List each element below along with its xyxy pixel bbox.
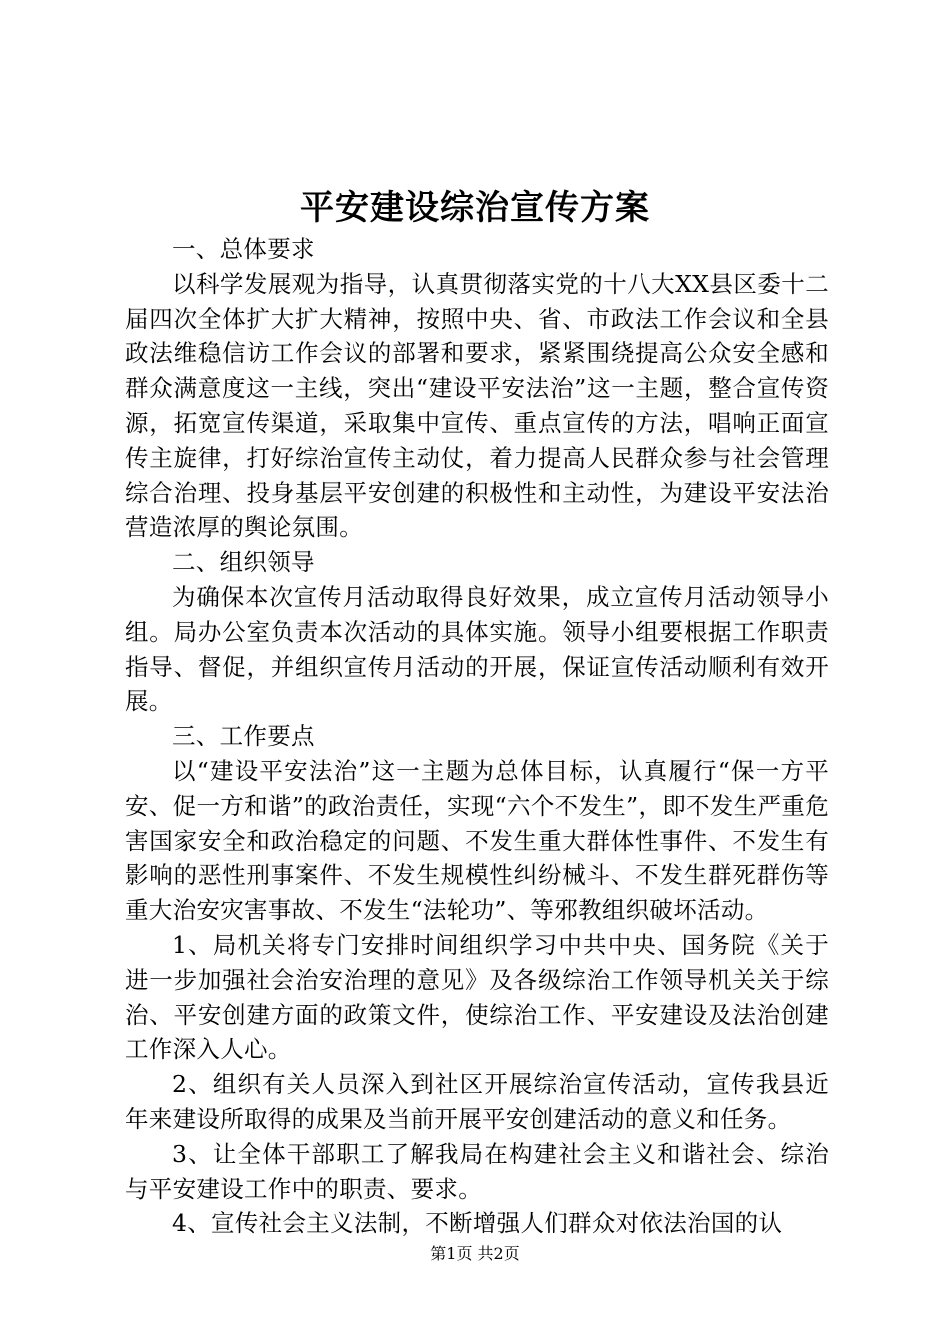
section-heading: 二、组织领导 (172, 548, 315, 577)
list-item: 3、让全体干部职工了解我局在构建社会主义和谐社会、综治与平安建设工作中的职责、要求。 (125, 1139, 829, 1203)
list-item: 4、宣传社会主义法制，不断增强人们群众对依法治国的认 (172, 1209, 783, 1238)
section-heading: 三、工作要点 (172, 722, 315, 751)
body-paragraph: 为确保本次宣传月活动取得良好效果，成立宣传月活动领导小组。局办公室负责本次活动的具体实施。领导小组要根据工作职责指导、督促，并组织宣传月活动的开展，保证宣传活动顺利有效开展。 (125, 582, 829, 716)
section-heading: 一、总体要求 (172, 235, 315, 263)
list-item: 1、局机关将专门安排时间组织学习中共中央、国务院《关于进一步加强社会治安治理的意见》及各级综治工作领导机关关于综治、平安创建方面的政策文件，使综治工作、平安建设及法治创建工作深入人心。 (125, 930, 829, 1064)
document-body (125, 232, 829, 1241)
page-number: 第1页 共2页 (430, 1244, 520, 1263)
body-paragraph: 以“建设平安法治”这一主题为总体目标，认真履行“保一方平安、促一方和谐”的政治责任，实现“六个不发生”，即不发生严重危害国家安全和政治稳定的问题、不发生重大群体性事件、不发生有影响的恶性刑事案件、不发生规模性纠纷械斗、不发生群死群伤等重大治安灾害事故、不发生“法轮功”、等邪教组织破坏活动。 (125, 756, 829, 925)
body-paragraph: 以科学发展观为指导，认真贯彻落实党的十八大XX县区委十二届四次全体扩大扩大精神，按照中央、省、市政法工作会议和全县政法维稳信访工作会议的部署和要求，紧紧围绕提高公众安全感和群众满意度这一主线，突出“建设平安法治”这一主题，整合宣传资源，拓宽宣传渠道，采取集中宣传、重点宣传的方法，唱响正面宣传主旋律，打好综治宣传主动仗，着力提高人民群众参与社会管理综合治理、投身基层平安创建的积极性和主动性，为建设平安法治营造浓厚的舆论氛围。 (125, 269, 829, 542)
document-title: 平安建设综治宣传方案 (300, 188, 650, 228)
list-item: 2、组织有关人员深入到社区开展综治宣传活动，宣传我县近年来建设所取得的成果及当前开展平安创建活动的意义和任务。 (125, 1070, 829, 1133)
